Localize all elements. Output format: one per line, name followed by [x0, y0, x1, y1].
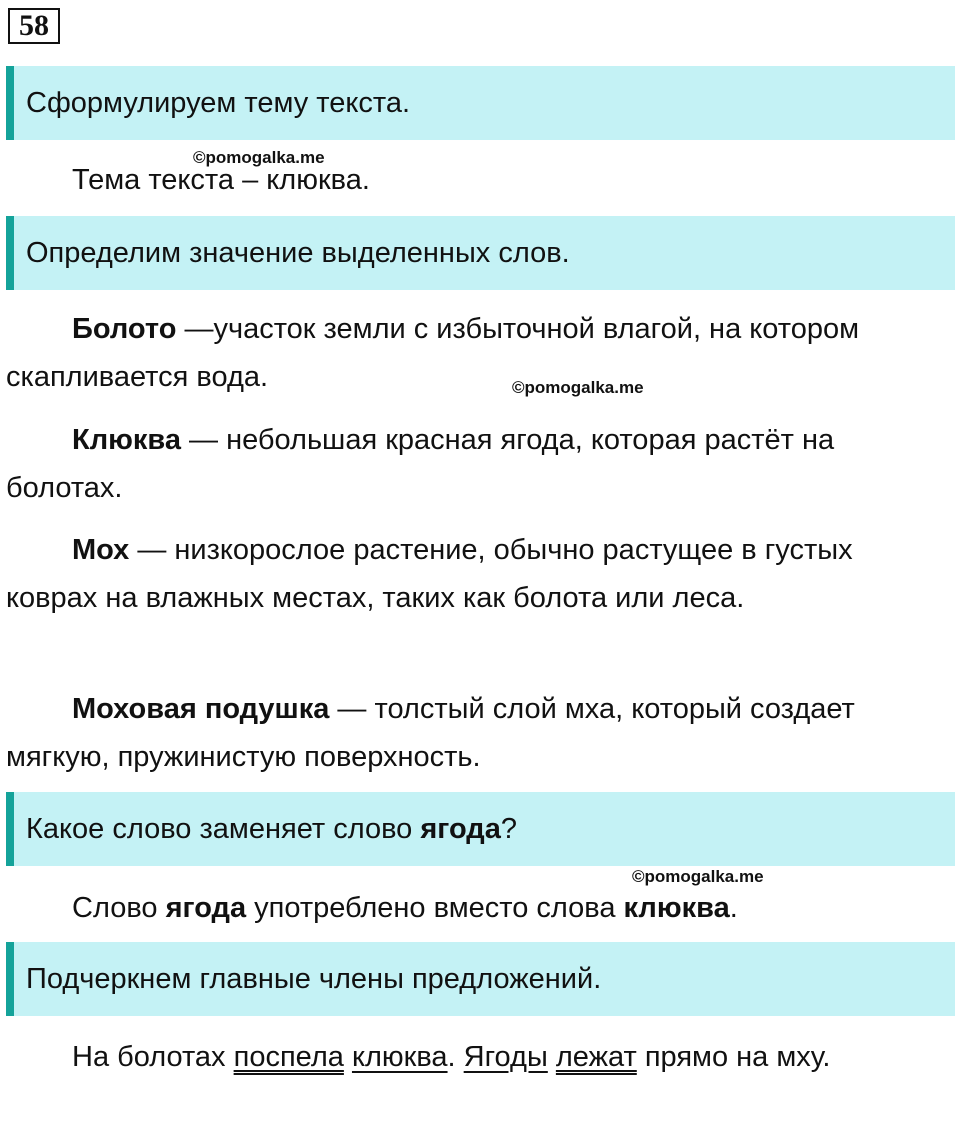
- task-number: 58: [8, 8, 60, 44]
- sentence-space: [344, 1041, 352, 1073]
- definition-text: —участок земли с избыточной влагой, на котором скапливается вода.: [6, 313, 860, 393]
- definition-text: — толстый слой мха, который создает мягкую, пружинистую поверхность.: [6, 693, 855, 773]
- answer-bold-word: клюква: [623, 892, 730, 924]
- topic-answer-text: Тема текста – клюква.: [72, 164, 370, 196]
- definition-item: [6, 416, 936, 512]
- predicate-underlined: лежат: [555, 1041, 637, 1073]
- section-heading-replace: [6, 792, 955, 866]
- definition-text: — небольшая красная ягода, которая растёт на болотах.: [6, 424, 835, 504]
- definition-term: Болото: [72, 313, 177, 345]
- replace-answer: [6, 884, 936, 932]
- definition-term: Моховая подушка: [72, 693, 330, 725]
- section-heading-meanings: Определим значение выделенных слов.: [6, 216, 955, 290]
- topic-answer: [6, 156, 936, 204]
- heading-question-mark: ?: [500, 813, 517, 845]
- section-heading-members: Подчеркнем главные члены предложений.: [6, 942, 955, 1016]
- definition-text: — низкорослое растение, обычно растущее в густых коврах на влажных местах, таких как болота или леса.: [6, 534, 853, 614]
- sentences-parsed: [6, 1033, 936, 1081]
- watermark: ©pomogalka.me: [193, 148, 325, 167]
- subject-underlined: клюква: [351, 1041, 448, 1073]
- answer-bold-word: ягода: [165, 892, 247, 924]
- definition-item: [6, 305, 936, 401]
- section-heading-topic: Сформулируем тему текста.: [6, 66, 955, 140]
- heading-text: Какое слово заменяет слово: [26, 813, 421, 845]
- watermark: ©pomogalka.me: [632, 867, 764, 886]
- answer-text: Слово: [72, 892, 166, 924]
- sentence-text: .: [447, 1041, 464, 1073]
- predicate-underlined: поспела: [233, 1041, 344, 1073]
- answer-text: .: [729, 892, 738, 924]
- subject-underlined: Ягоды: [463, 1041, 548, 1073]
- definition-term: Клюква: [72, 424, 181, 456]
- heading-bold-word: ягода: [420, 813, 501, 845]
- definition-item: [6, 526, 936, 622]
- watermark: ©pomogalka.me: [512, 378, 644, 397]
- sentence-text: прямо на мху.: [636, 1041, 831, 1073]
- sentence-text: На болотах: [72, 1041, 234, 1073]
- definition-term: Мох: [72, 534, 130, 566]
- sentence-space: [548, 1041, 556, 1073]
- answer-text: употреблено вместо слова: [246, 892, 624, 924]
- definition-item: [6, 685, 936, 781]
